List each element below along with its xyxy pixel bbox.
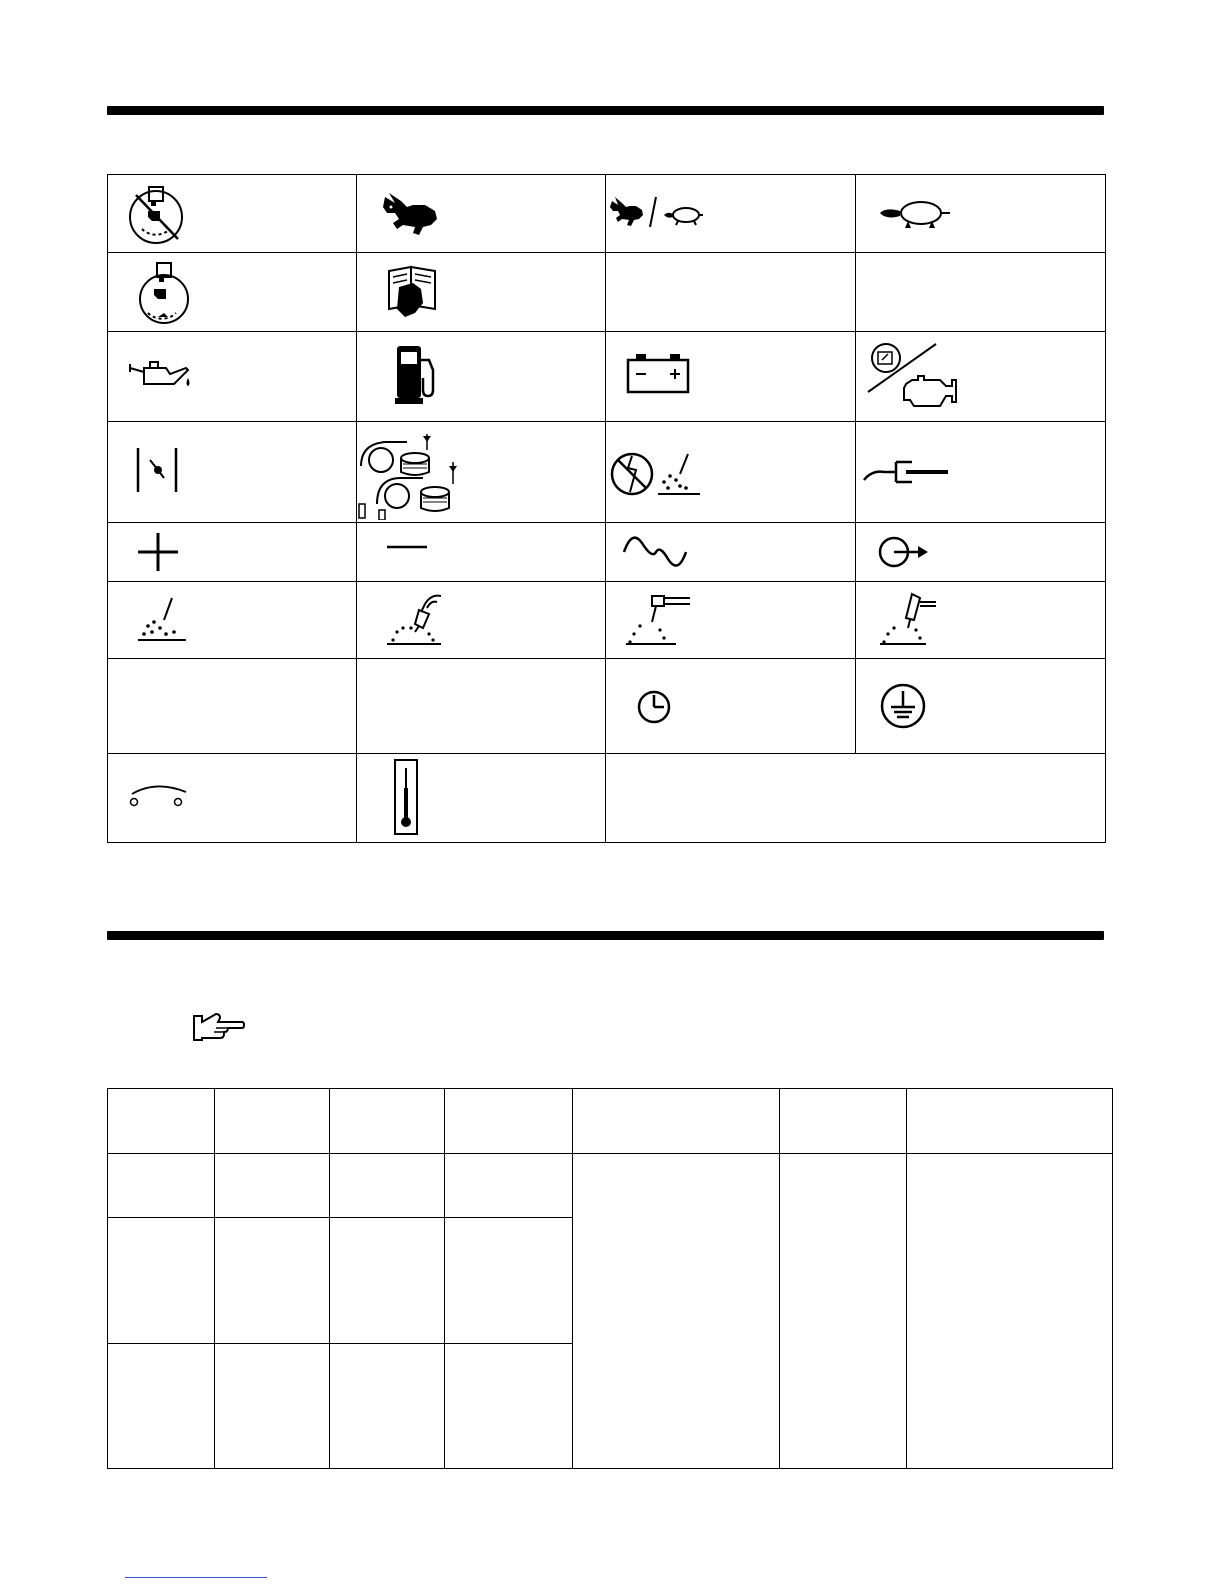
sine-wave-icon — [622, 533, 688, 571]
section-2-rule — [107, 931, 1104, 940]
empty-cell — [357, 658, 606, 753]
engine-hour-meter-cell — [856, 332, 1106, 422]
no-arc-strike-icon — [608, 448, 708, 504]
rabbit-icon — [379, 189, 449, 239]
output-terminal-icon — [862, 458, 952, 488]
spec-cell — [108, 1218, 215, 1344]
contactor-switch-icon — [126, 782, 192, 812]
engine-stop-icon — [124, 183, 188, 247]
output-cell — [856, 523, 1106, 581]
clock-icon — [636, 689, 672, 725]
mig-gun-icon — [381, 592, 447, 648]
engine-hour-icon — [866, 340, 966, 414]
spec-cell — [215, 1344, 330, 1469]
wire-feed-spools-icon — [357, 426, 461, 520]
empty-cell — [606, 253, 856, 332]
protective-earth-cell — [856, 658, 1106, 753]
output-terminal-cell — [856, 422, 1106, 523]
engine-stop-cell — [108, 175, 357, 253]
battery-cell — [606, 332, 856, 422]
spec-cell-merged — [780, 1154, 907, 1469]
spec-cell-merged — [907, 1154, 1113, 1469]
symbol-table — [107, 174, 1106, 843]
temperature-cell — [357, 753, 606, 842]
empty-cell — [856, 253, 1106, 332]
spec-header-cell — [108, 1089, 215, 1154]
contactor-cell — [108, 753, 357, 842]
rabbit-turtle-icon — [608, 193, 708, 233]
turtle-icon — [876, 195, 956, 231]
spec-cell — [445, 1344, 573, 1469]
oil-can-icon — [126, 358, 196, 398]
no-arc-strike-cell — [606, 422, 856, 523]
spec-cell — [215, 1154, 330, 1218]
slow-idle-cell — [856, 175, 1106, 253]
output-circle-icon — [876, 533, 936, 571]
circuit-breaker-cell — [108, 422, 357, 523]
read-manual-cell — [357, 253, 606, 332]
minus-icon — [385, 543, 429, 553]
spec-cell — [445, 1218, 573, 1344]
spec-table — [107, 1088, 1113, 1469]
spec-cell — [445, 1154, 573, 1218]
spec-cell — [330, 1154, 445, 1218]
ac-cell — [606, 523, 856, 581]
circuit-breaker-icon — [134, 446, 182, 496]
pointing-hand-icon — [190, 1012, 246, 1042]
battery-icon — [624, 350, 694, 396]
plus-icon — [136, 531, 180, 573]
section-1-rule — [107, 106, 1104, 115]
engine-start-icon — [134, 259, 194, 325]
time-cell — [606, 658, 856, 753]
spec-header-cell — [445, 1089, 573, 1154]
protective-earth-icon — [878, 681, 928, 731]
engine-oil-cell — [108, 332, 357, 422]
carbon-arc-torch-icon — [876, 590, 942, 648]
tig-torch-icon — [622, 594, 694, 648]
spec-cell — [330, 1344, 445, 1469]
fast-slow-idle-cell — [606, 175, 856, 253]
smaw-cell — [108, 581, 357, 658]
spec-header-cell — [215, 1089, 330, 1154]
empty-cell — [108, 658, 357, 753]
fast-idle-cell — [357, 175, 606, 253]
read-manual-icon — [385, 263, 441, 321]
footer-link[interactable] — [125, 1577, 267, 1578]
wire-feed-cell — [357, 422, 606, 523]
spec-header-cell — [573, 1089, 780, 1154]
engine-start-cell — [108, 253, 357, 332]
negative-cell — [357, 523, 606, 581]
gmaw-cell — [357, 581, 606, 658]
carbon-arc-cell — [856, 581, 1106, 658]
positive-cell — [108, 523, 357, 581]
spec-header-cell — [780, 1089, 907, 1154]
thermometer-icon — [391, 758, 421, 838]
stick-welding-icon — [130, 594, 190, 646]
spec-cell-merged — [573, 1154, 780, 1469]
gtaw-cell — [606, 581, 856, 658]
spec-cell — [108, 1154, 215, 1218]
spec-cell — [215, 1218, 330, 1344]
spec-cell — [108, 1344, 215, 1469]
spec-header-cell — [907, 1089, 1113, 1154]
spec-cell — [330, 1218, 445, 1344]
spec-header-cell — [330, 1089, 445, 1154]
fuel-pump-icon — [393, 342, 439, 406]
empty-merged-cell — [606, 753, 1106, 842]
fuel-cell — [357, 332, 606, 422]
